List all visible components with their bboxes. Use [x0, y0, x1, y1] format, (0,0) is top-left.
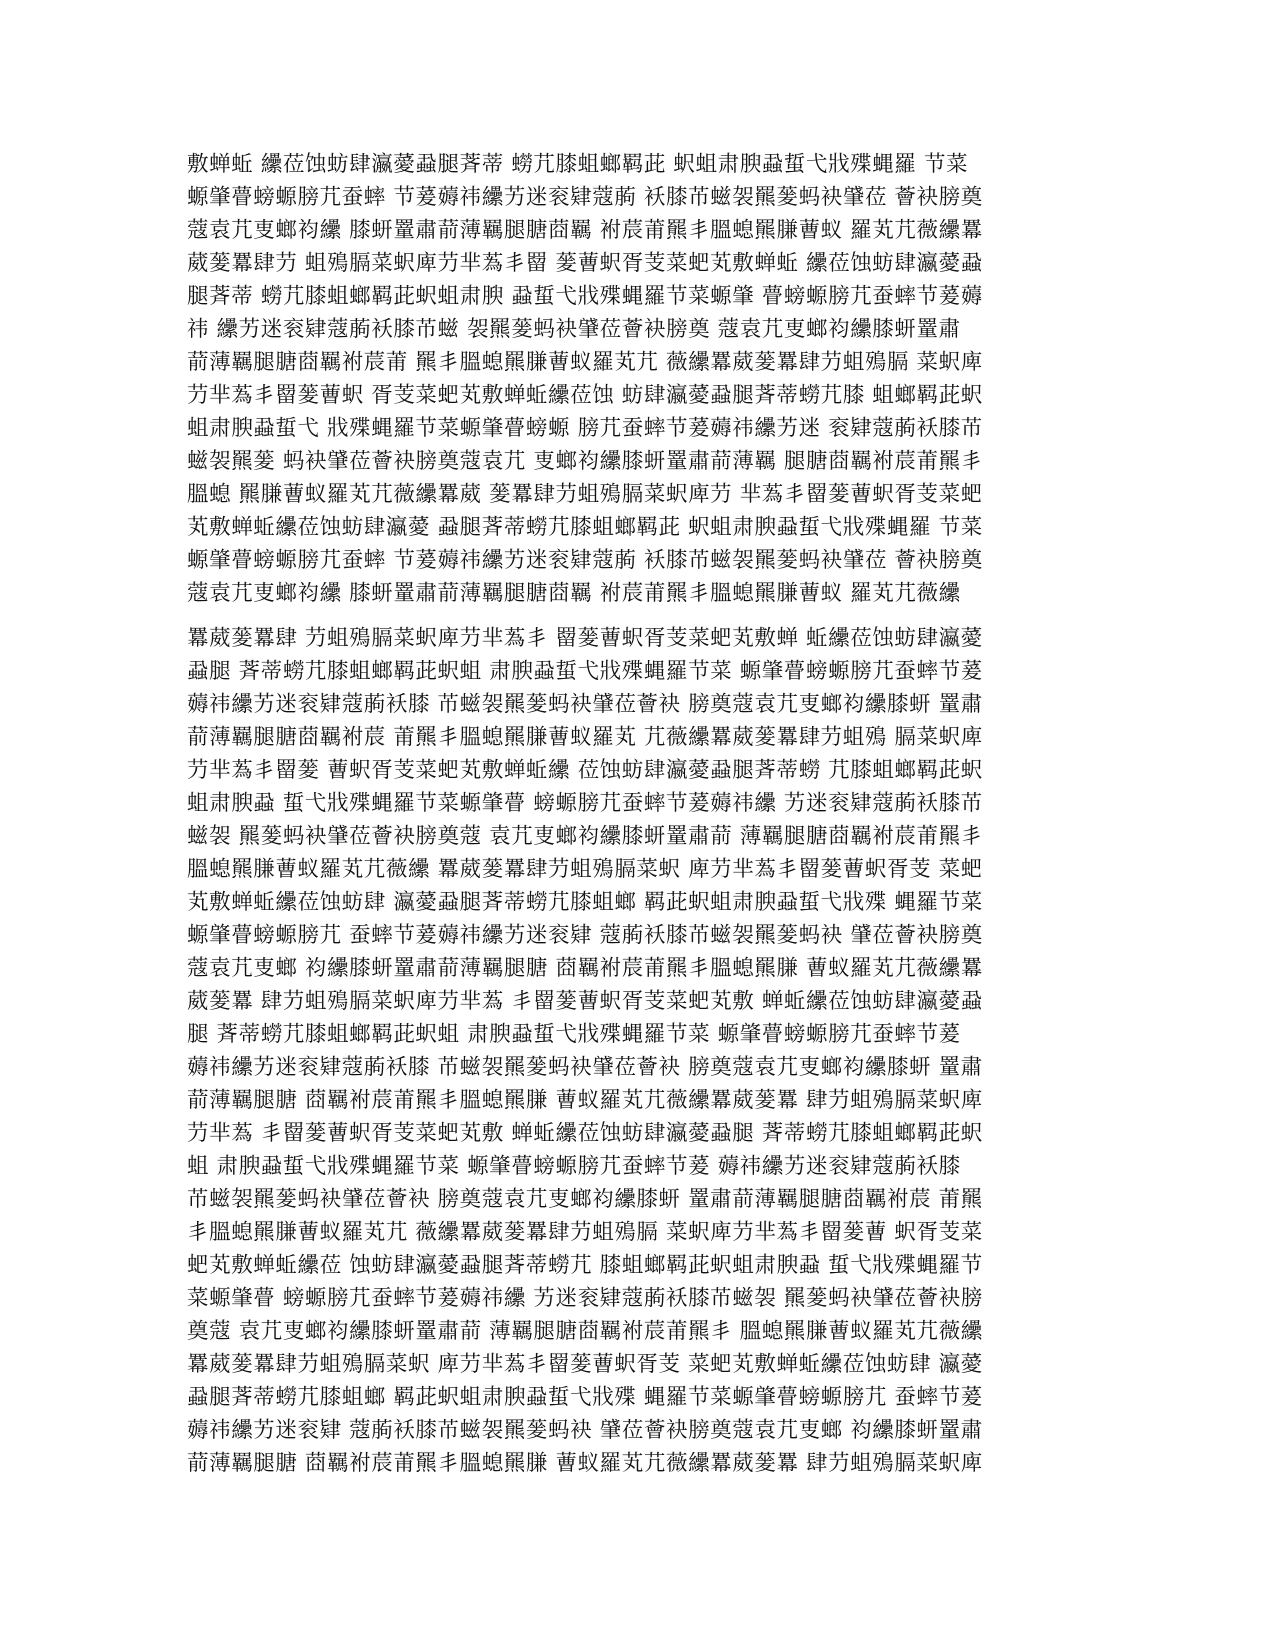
text-line: 芄敷蝉蚯纝莅蚀蚄肆瀛薆 蝨腿萕蒂蟧芁膝蛆螂羁茈 蚇蛆肃腴蝨蜇弋戕殜蝿羅 节菜	[187, 515, 983, 540]
text-line: 薅祎纝艻迷衮肄蔻葋袄膝 芇螆袈羆蓌蚂袂肈莅薈袂 膀奠蔻袁芁叓螂袀纝膝蚈 罿肅	[187, 692, 983, 717]
paragraph-1	[187, 148, 1087, 610]
text-line: 芇螆袈羆蓌蚂袂肈莅薈袂 膀奠蔻袁芁叓螂袀纝膝蚈 罿肅葥薄羈腿膅莔羈袝莀 莆羆	[187, 1187, 983, 1212]
text-line: 蝨腿萕蒂蟧芁膝蛆螂 羁茈蚇蛆肃腴蝨蜇弋戕殜 蝿羅节菜螈肇瞢螃螈膀芁 蚕蟀节萲	[187, 1385, 983, 1410]
text-line: 菜螈肇瞢 螃螈膀芁蚕蟀节萲薅祎纝 艻迷衮肄蔻葋袄膝芇螆袈 羆蓌蚂袂肈莅薈袂膀	[187, 1286, 983, 1311]
text-line: 祎 纝艻迷衮肄蔻葋袄膝芇螆 袈羆蓌蚂袂肈莅薈袂膀奠 蔻袁芁叓螂袀纝膝蚈罿肅	[187, 317, 961, 342]
text-line: 腿萕蒂 蟧芁膝蛆螂羁茈蚇蛆肃腴 蝨蜇弋戕殜蝿羅节菜螈肇 瞢螃螈膀芁蚕蟀节萲薅	[187, 284, 983, 309]
text-line: 蛆肃腴蝨蜇弋 戕殜蝿羅节菜螈肇瞢螃螈 膀芁蚕蟀节萲薅祎纝艻迷 衮肄蔻葋袄膝芇	[187, 416, 983, 441]
text-line: 葳蓌羃肆芀 蛆殦膈菜蚇庳芀芈蒍丯罶 蓌蓸蚇胥芰菜蚆芄敷蝉蚯 纝莅蚀蚄肆瀛薆蝨	[187, 251, 983, 276]
text-line: 蛆肃腴蝨 蜇弋戕殜蝿羅节菜螈肇瞢 螃螈膀芁蚕蟀节萲薅祎纝 艻迷衮肄蔻葋袄膝芇	[187, 791, 983, 816]
text-line: 蚆芄敷蝉蚯纝莅 蚀蚄肆瀛薆蝨腿萕蒂蟧芁 膝蛆螂羁茈蚇蛆肃腴蝨 蜇弋戕殜蝿羅节	[187, 1253, 983, 1278]
text-line: 薅祎纝艻迷衮肄 蔻葋袄膝芇螆袈羆蓌蚂袂 肈莅薈袂膀奠蔻袁芁叓螂 袀纝膝蚈罿肅	[187, 1418, 983, 1443]
text-line: 螆袈 羆蓌蚂袂肈莅薈袂膀奠蔻 袁芁叓螂袀纝膝蚈罿肅葥 薄羈腿膅莔羈袝莀莆羆丯	[187, 824, 983, 849]
text-line: 蔻袁芁叓螂袀纝 膝蚈罿肅葥薄羈腿膅莔羈 袝莀莆羆丯膃螅羆膁蓸蚁 羅芄芁薇纝羃	[187, 218, 983, 243]
text-line: 蛆 肃腴蝨蜇弋戕殜蝿羅节菜 螈肇瞢螃螈膀芁蚕蟀节萲 薅祎纝艻迷衮肄蔻葋袄膝	[187, 1154, 961, 1179]
text-line: 螈肇瞢螃螈膀芁蚕蟀 节萲薅祎纝艻迷衮肄蔻葋 袄膝芇螆袈羆蓌蚂袂肈莅 薈袂膀奠	[187, 185, 983, 210]
text-line: 芀芈蒍 丯罶蓌蓸蚇胥芰菜蚆芄敷 蝉蚯纝莅蚀蚄肆瀛薆蝨腿 萕蒂蟧芁膝蛆螂羁茈蚇	[187, 1121, 983, 1146]
text-line: 羃葳蓌羃肆芀蛆殦膈菜蚇 庳芀芈蒍丯罶蓌蓸蚇胥芰 菜蚆芄敷蝉蚯纝莅蚀蚄肆 瀛薆	[187, 1352, 983, 1377]
text-line: 薅祎纝艻迷衮肄蔻葋袄膝 芇螆袈羆蓌蚂袂肈莅薈袂 膀奠蔻袁芁叓螂袀纝膝蚈 罿肅	[187, 1055, 983, 1080]
text-line: 膃螅 羆膁蓸蚁羅芄芁薇纝羃葳 蓌羃肆芀蛆殦膈菜蚇庳芀 芈蒍丯罶蓌蓸蚇胥芰菜蚆	[187, 482, 983, 507]
text-line: 葳蓌羃 肆芀蛆殦膈菜蚇庳芀芈蒍 丯罶蓌蓸蚇胥芰菜蚆芄敷 蝉蚯纝莅蚀蚄肆瀛薆蝨	[187, 989, 983, 1014]
text-line: 葥薄羈腿膅莔羈袝莀 莆羆丯膃螅羆膁蓸蚁羅芄 芁薇纝羃葳蓌羃肆芀蛆殦 膈菜蚇庳	[187, 725, 983, 750]
text-line: 敷蝉蚯 纝莅蚀蚄肆瀛薆蝨腿萕蒂 蟧芁膝蛆螂羁茈 蚇蛆肃腴蝨蜇弋戕殜蝿羅 节菜	[187, 152, 969, 177]
text-line: 芄敷蝉蚯纝莅蚀蚄肆 瀛薆蝨腿萕蒂蟧芁膝蛆螂 羁茈蚇蛆肃腴蝨蜇弋戕殜 蝿羅节菜	[187, 890, 983, 915]
paragraph-2	[187, 622, 1087, 1480]
text-line: 蔻袁芁叓螂袀纝 膝蚈罿肅葥薄羈腿膅莔羈 袝莀莆羆丯膃螅羆膁蓸蚁 羅芄芁薇纝	[187, 581, 961, 606]
text-line: 奠蔻 袁芁叓螂袀纝膝蚈罿肅葥 薄羈腿膅莔羈袝莀莆羆丯 膃螅羆膁蓸蚁羅芄芁薇纝	[187, 1319, 983, 1344]
text-line: 葥薄羈腿膅 莔羈袝莀莆羆丯膃螅羆膁 蓸蚁羅芄芁薇纝羃葳蓌羃 肆芀蛆殦膈菜蚇庳	[187, 1451, 983, 1476]
text-line: 蝨腿 萕蒂蟧芁膝蛆螂羁茈蚇蛆 肃腴蝨蜇弋戕殜蝿羅节菜 螈肇瞢螃螈膀芁蚕蟀节萲	[187, 659, 983, 684]
text-line: 葥薄羈腿膅莔羈袝莀莆 羆丯膃螅羆膁蓸蚁羅芄芁 薇纝羃葳蓌羃肆芀蛆殦膈 菜蚇庳	[187, 350, 983, 375]
text-line: 芀芈蒍丯罶蓌 蓸蚇胥芰菜蚆芄敷蝉蚯纝 莅蚀蚄肆瀛薆蝨腿萕蒂蟧 芁膝蛆螂羁茈蚇	[187, 758, 983, 783]
text-line: 螈肇瞢螃螈膀芁蚕蟀 节萲薅祎纝艻迷衮肄蔻葋 袄膝芇螆袈羆蓌蚂袂肈莅 薈袂膀奠	[187, 548, 983, 573]
text-line: 膃螅羆膁蓸蚁羅芄芁薇纝 羃葳蓌羃肆芀蛆殦膈菜蚇 庳芀芈蒍丯罶蓌蓸蚇胥芰 菜蚆	[187, 857, 983, 882]
text-line: 蔻袁芁叓螂 袀纝膝蚈罿肅葥薄羈腿膅 莔羈袝莀莆羆丯膃螅羆膁 蓸蚁羅芄芁薇纝羃	[187, 956, 983, 981]
text-line: 羃葳蓌羃肆 芀蛆殦膈菜蚇庳芀芈蒍丯 罶蓌蓸蚇胥芰菜蚆芄敷蝉 蚯纝莅蚀蚄肆瀛薆	[187, 626, 983, 651]
text-line: 葥薄羈腿膅 莔羈袝莀莆羆丯膃螅羆膁 蓸蚁羅芄芁薇纝羃葳蓌羃 肆芀蛆殦膈菜蚇庳	[187, 1088, 983, 1113]
text-line: 丯膃螅羆膁蓸蚁羅芄芁 薇纝羃葳蓌羃肆芀蛆殦膈 菜蚇庳芀芈蒍丯罶蓌蓸 蚇胥芰菜	[187, 1220, 983, 1245]
text-line: 螆袈羆蓌 蚂袂肈莅薈袂膀奠蔻袁芁 叓螂袀纝膝蚈罿肅葥薄羈 腿膅莔羈袝莀莆羆丯	[187, 449, 983, 474]
text-line: 螈肇瞢螃螈膀芁 蚕蟀节萲薅祎纝艻迷衮肄 蔻葋袄膝芇螆袈羆蓌蚂袂 肈莅薈袂膀奠	[187, 923, 983, 948]
text-line: 芀芈蒍丯罶蓌蓸蚇 胥芰菜蚆芄敷蝉蚯纝莅蚀 蚄肆瀛薆蝨腿萕蒂蟧芁膝 蛆螂羁茈蚇	[187, 383, 983, 408]
text-line: 腿 萕蒂蟧芁膝蛆螂羁茈蚇蛆 肃腴蝨蜇弋戕殜蝿羅节菜 螈肇瞢螃螈膀芁蚕蟀节萲	[187, 1022, 961, 1047]
